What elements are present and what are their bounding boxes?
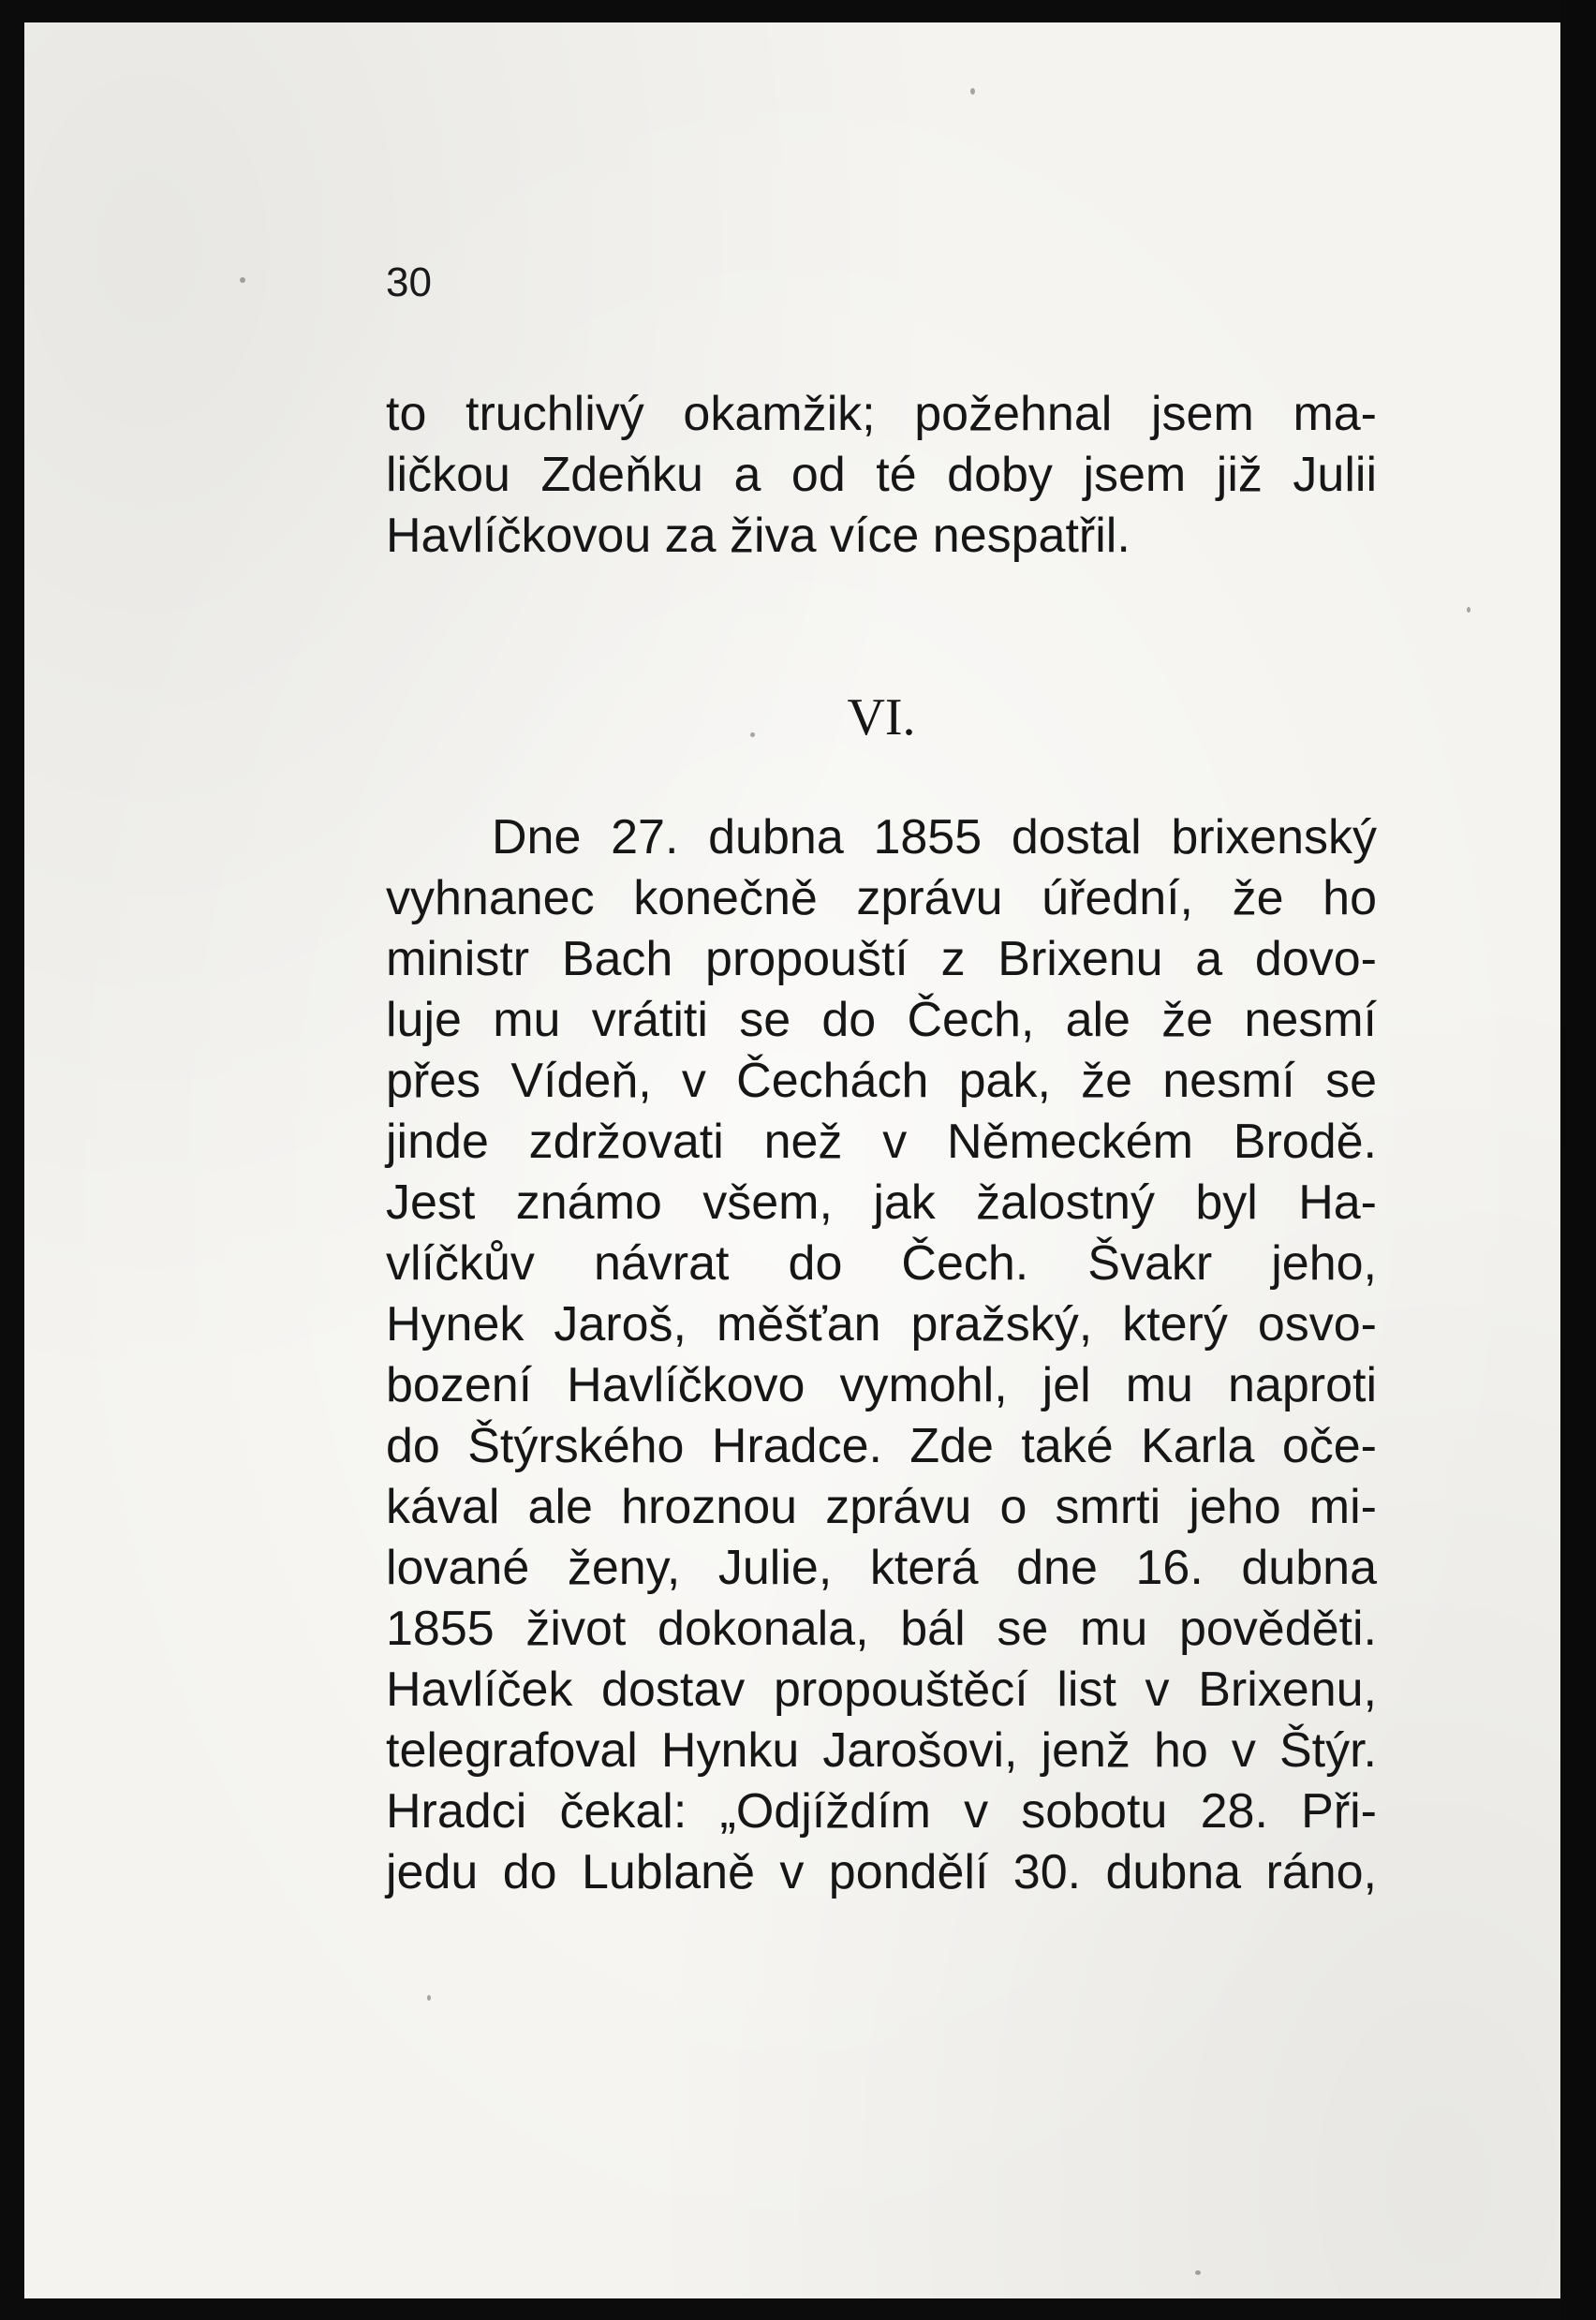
paper-speck [970,88,975,95]
scan-border [1560,0,1596,2320]
text-line: Hradci čekal: „Odjíždím v sobotu 28. Při- [386,1784,1377,1839]
text-line: jedu do Lublaně v pondělí 30. dubna ráno, [386,1845,1377,1899]
text-line: Jest známo všem, jak žalostný byl Ha- [386,1175,1377,1230]
text-line: ministr Bach propouští z Brixenu a dovo- [386,932,1377,986]
paper-speck [1467,607,1470,613]
text-line: ličkou Zdeňku a od té doby jsem již Julii [386,448,1377,502]
section-heading: VI. [847,688,916,746]
text-line: přes Vídeň, v Čechách pak, že nesmí se [386,1054,1377,1108]
text-line: do Štýrského Hradce. Zde také Karla oče- [386,1419,1377,1473]
paper-speck [240,277,245,283]
text-line: telegrafoval Hynku Jarošovi, jenž ho v Štýr. [386,1723,1377,1778]
text-line: vyhnanec konečně zprávu úřední, že ho [386,871,1377,925]
paper-speck [750,732,755,737]
text-line: 1855 život dokonala, bál se mu pověděti. [386,1602,1377,1656]
paragraph-main [386,807,1377,1903]
text-line: kával ale hroznou zprávu o smrti jeho mi- [386,1480,1377,1534]
paper-speck [1195,2270,1201,2275]
text-line: Hynek Jaroš, měšťan pražský, který osvo- [386,1297,1377,1352]
text-line: luje mu vrátiti se do Čech, ale že nesmí [386,993,1377,1047]
paper-speck [427,1995,431,2001]
book-page [24,22,1560,2298]
paragraph-continuation [386,384,1377,567]
text-line: lované ženy, Julie, která dne 16. dubna [386,1541,1377,1595]
text-line: jinde zdržovati než v Německém Brodě. [386,1115,1377,1169]
text-line: Dne 27. dubna 1855 dostal brixenský [492,810,1377,864]
text-line: to truchlivý okamžik; požehnal jsem ma- [386,387,1377,441]
text-line: vlíčkův návrat do Čech. Švakr jeho, [386,1236,1377,1291]
text-line: bození Havlíčkovo vymohl, jel mu naproti [386,1358,1377,1412]
text-line: Havlíček dostav propouštěcí list v Brixenu, [386,1662,1377,1717]
page-number: 30 [386,259,432,305]
text-line: Havlíčkovou za živa více nespatřil. [386,509,1130,563]
